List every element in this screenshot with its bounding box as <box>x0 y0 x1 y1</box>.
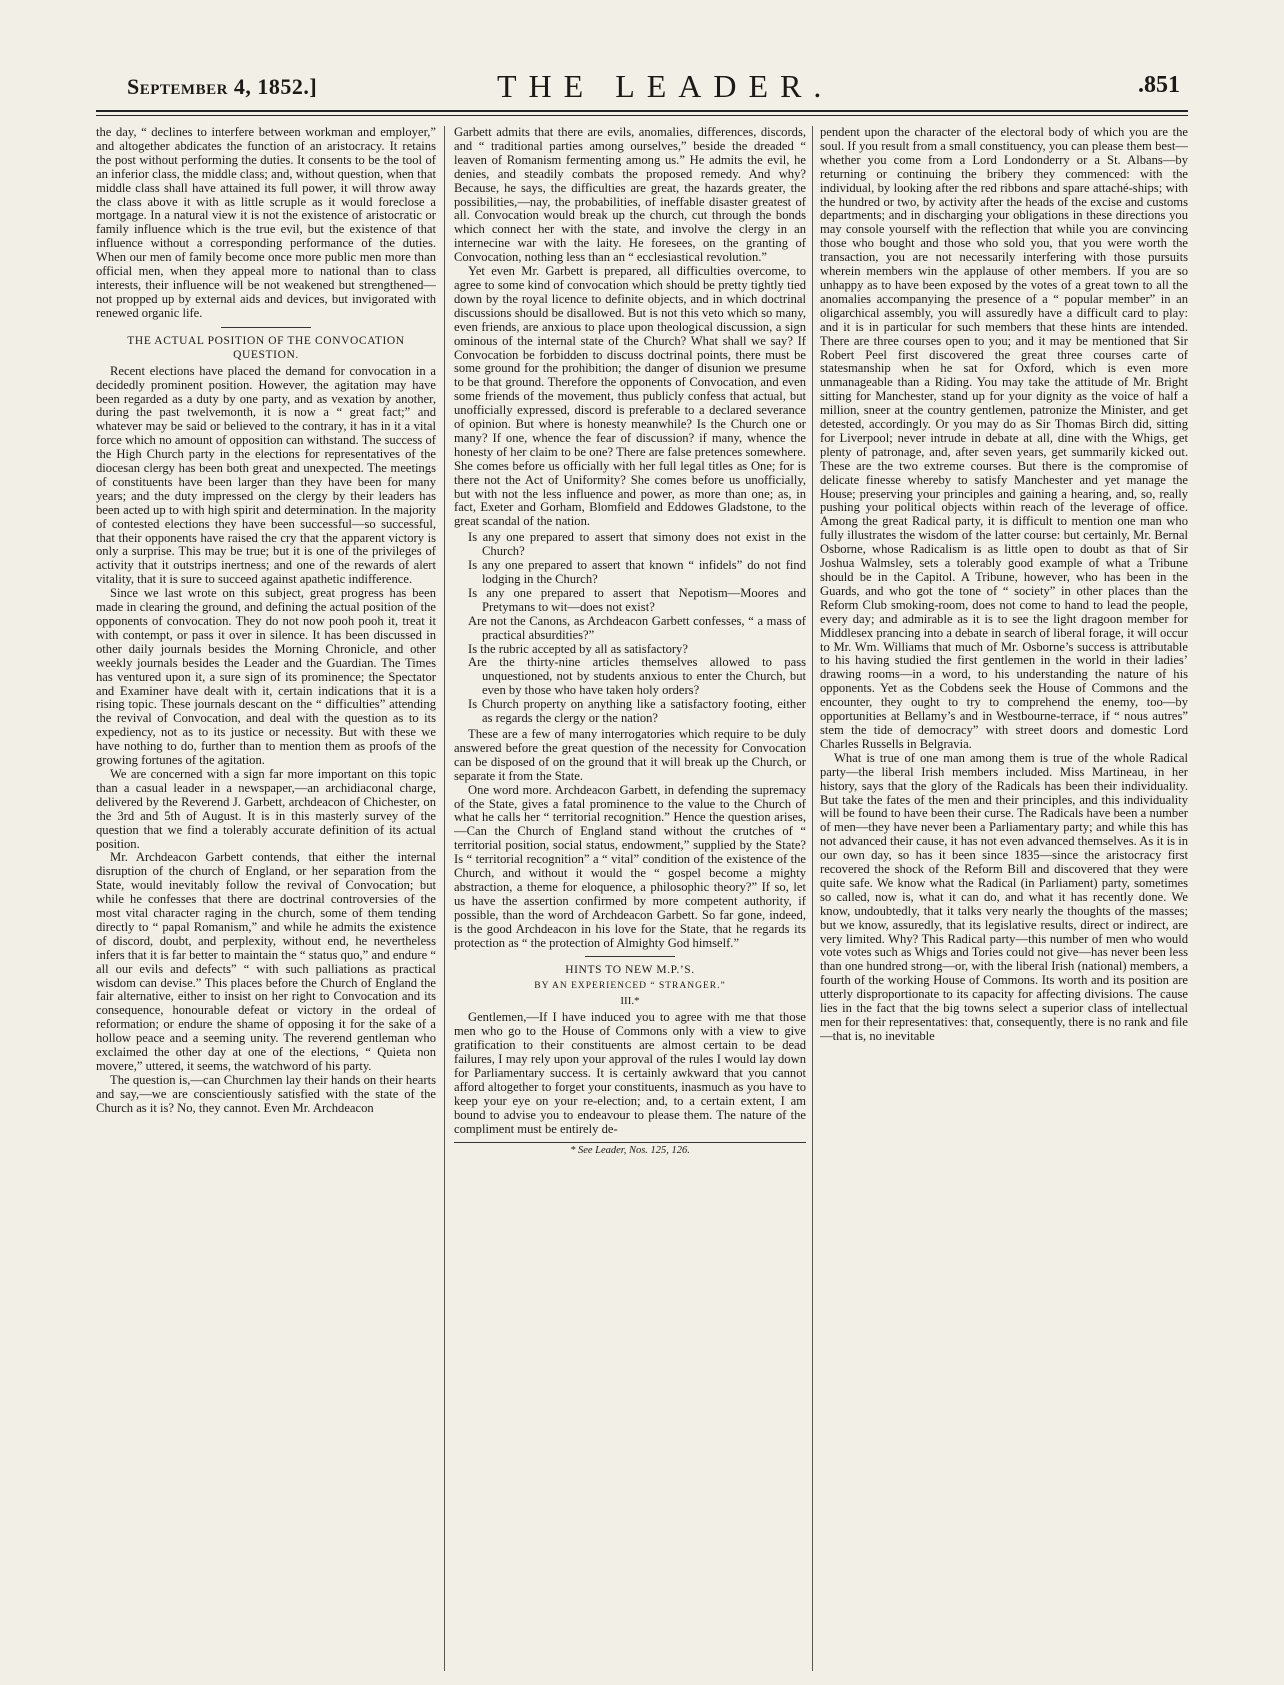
section-divider <box>585 956 675 957</box>
paragraph: Recent elections have placed the demand for convocation in a decidedly prominent position. However, the agitation may have been regarded as a duty by one party, and as vexation by another, during the past twelvemonth, it is now a “ great fact;” and whatever may be said or believed to the contrary, it has in it a vital force which no amount of opposition can withstand. The success of the High Church party in the elections for representatives of the diocesan clergy has been both great and unexpected. The meetings of constituents have been larger than they have been for many years; and the duty impressed on the clergy by their leaders has been acted up to with high spirit and determination. In the majority of contested elections they have been successful—so successful, that their opponents have raised the cry that the apparent victory is only a surprise. This may be true; but it is one of the privileges of activity that it outstrips inertness; and one of the rewards of alert vitality, that it is sure to succeed against apathetic indifference. <box>96 363 436 587</box>
section-divider <box>221 327 311 328</box>
column-divider <box>812 126 813 1671</box>
page-number: .851 <box>1138 72 1180 98</box>
paragraph: The question is,—can Churchmen lay their hands on their hearts and say,—we are conscientiously satisfied with the state of the Church as it is? No, they cannot. Even Mr. Archdeacon <box>96 1072 436 1115</box>
paragraph: One word more. Archdeacon Garbett, in defending the supremacy of the State, gives a fatal prominence to the value to the Church of what he calls her “ territorial recognition.” Hence the question arises,—Can the Church of England stand without the crutches of “ territorial position, social status, endowment,” supplied by the State? Is “ territorial recognition” a “ vital” condition of the existence of the Church, and without it would the “ gospel become a mighty abstraction, a theme for eloquence, a philosophic theory?” If so, let us have the assertion confirmed by more competent authority, if possible, than the word of Archdeacon Garbett. So far gone, indeed, is the good Archdeacon in his love for the State, that he regards its protection as “ the protection of Almighty God himself.” <box>454 782 806 950</box>
paragraph: We are concerned with a sign far more important on this topic than a casual leader in a newspaper,—an archidiaconal charge, delivered by the Reverend J. Garbett, archdeacon of Chichester, on the 3rd and 5th of August. It is in this masterly survey of the question that we find a tolerably accurate definition of its actual position. <box>96 766 436 851</box>
header-rule-thin <box>96 115 1188 116</box>
paragraph: Gentlemen,—If I have induced you to agree with me that those men who go to the House of Commons only with a view to give gratification to their constituents are almost certain to be dead failures, I may rely upon your approval of the rules I would lay down for Parliamentary success. It is certainly awkward that you cannot afford altogether to forget your constituents, inasmuch as you have to keep your eye on your re-election; and, to a certain extent, I am bound to advise you to endeavour to please them. The nature of the compliment must be entirely de- <box>454 1010 806 1136</box>
paragraph: Yet even Mr. Garbett is prepared, all difficulties overcome, to agree to some kind of convocation which should be pretty tightly tied down by the royal licence to definite objects, and in which doctrinal discussions should be disallowed. But is not this veto which so many, even friends, are anxious to place upon theological discussion, a sign ominous of the internal state of the Church? What shall we say? If Convocation be forbidden to discuss doctrinal points, there must be some ground for the prohibition; the danger of disunion we presume to be that ground. Therefore the opponents of Convocation, and even some friends of the movement, thus publicly confess that actual, but unofficially expressed, discord is preferable to a declared severance of opinion. But where is honesty meanwhile? Is the Church one or many? If one, whence the fear of discussion? if many, whence the honesty of her claim to be one? There are false pretences somewhere. She comes before us officially with her full legal titles as One; for is there not the Act of Uniformity? She comes before us unofficially, but with not the less influence and power, as more than one; as, in fact, Exeter and Gorham, Blomfield and Eddowes Gladstone, to the great scandal of the nation. <box>454 264 806 529</box>
list-item: Is any one prepared to assert that Nepotism—Moores and Pretymans to wit—does not exist? <box>468 585 806 614</box>
issue-date: September 4, 1852.] <box>127 74 318 99</box>
header-rule <box>96 110 1188 112</box>
question-list <box>454 531 806 726</box>
list-item: Are the thirty-nine articles themselves allowed to pass unquestioned, not by students anxious to enter the Church, but even by those who have taken holy orders? <box>468 655 806 698</box>
paragraph: pendent upon the character of the electoral body of which you are the soul. If you result from a small constituency, you can please them best—whether you come from a Lord Londonderry or a St. Albans—by returning or continuing the bribery they commenced: with the individual, by looking after the red ribbons and spare attaché-ships; with the hundred or two, by activity after the heads of the excise and customs departments; and in discharging your obligations in these directions you may console yourself with the reflection that while you are convincing those who bought and those who sold you, that you were worth the transaction, you are not necessarily interfering with those pursuits wherein members win the applause of other members. If you are so unhappy as to have been exposed by the votes of a great town to all the anomalies accompanying the presence of a “ popular member” in an oligarchical assembly, you will assuredly have a difficult card to play: and it is in particular for such members that these hints are intended. There are three courses open to you; and it may be mentioned that Sir Robert Peel first discovered the great three courses carte of statesmanship when he sat for Oxford, which is even more unmanageable than a Riding. You may take the attitude of Mr. Bright sitting for Manchester, stand up for your dignity as the voice of half a million, sneer at the country gentlemen, patronize the Minister, and get detested, accordingly. Or you may do as Sir Thomas Birch did, sitting for Liverpool; never intrude in debate at all, dine with the Whigs, get plenty of patronage, and, after seven years, get summarily kicked out. These are the two extreme courses. But there is the compromise of delicate finesse whereby to satisfy Manchester and yet manage the House; preserving your principles and gaining a hearing, and, so, really pushing your political objects within reach of the leverage of office. Among the great Radical party, it is difficult to mention one man who fully illustrates the wisdom of the latter course: but certainly, Mr. Bernal Osborne, whose Radicalism is as little open to doubt as that of Sir Joshua Walmsley, sets a tolerably good example of what a Tribune should be in the Capitol. A Tribune, however, who has been in the Guards, and who got the tone of “ society” in other places than the Reform Club smoking-room, does not come to hand to lead the people, every day; and admirable as it is to see the light dragoon member for Middlesex prancing into a debate in search of liberal forage, it will occur to Mr. Wm. Williams that much of Mr. Osborne’s success is attributable to his having studied the first gentlemen in the world in their ladies’ drawing rooms—in a word, to his understanding the nature of his opponents. Yet as the Cobdens seek the House of Commons and the encounter, they ought to try to comprehend the enemy, too—by opportunities at Bellamy’s and in Westbourne-terrace, if “ nous autres” stem the tide of democracy” with street doors and domestic Lord Charles Russells in Belgravia. <box>820 126 1188 751</box>
list-item: Is Church property on anything like a satisfactory footing, either as regards the clergy or the nation? <box>468 697 806 726</box>
paragraph: Mr. Archdeacon Garbett contends, that either the internal disruption of the church of England, or her separation from the State, would inevitably follow the revival of Convocation; but while he confesses that there are doctrinal controversies of the most vital character raging in the church, some of them tending directly to “ papal Romanism,” and while he admits the existence of discord, doubt, and perplexity, without end, he nevertheless infers that it is far better to maintain the “ status quo,” and endure “ all our evils and defects” “ with such palliations as practical wisdom can devise.” This places before the Church of England the fair alternative, either to insist on her right to Convocation and its consequence, honourable defeat or victory in the ordeal of reformation; or endure the shame of opposing it for the sake of a hollow peace and a seeming unity. The reverend gentleman who exclaimed the other day at one of the elections, “ Quieta non movere,” uttered, it seems, the watchword of his party. <box>96 850 436 1073</box>
column-2 <box>454 126 806 1674</box>
paragraph: These are a few of many interrogatories which require to be duly answered before the great question of the necessity for Convocation can be disposed of on the ground that it will break up the Church, or separate it from the State. <box>454 726 806 783</box>
paragraph: What is true of one man among them is true of the whole Radical party—the liberal Irish members included. Miss Martineau, in her history, says that the glory of the Radicals has been their individuality. But take the fates of the men and their principles, and this individuality will be found to have been their curse. The Radicals have been a number of men—they have never been a Parliamentary party; and while this has not advanced their cause, it has not even advanced themselves. As it is in our own day, so has it been since 1835—since the aristocracy first recovered the shock of the Reform Bill and discovered that they were quite safe. We know what the Radical (in Parliament) party, sometimes so called, now is, what it can do, and what it has recently done. We know, undoubtedly, that it talks very nearly the thoughts of the masses; but we know, assuredly, that its legislative results, direct or indirect, are very limited. Why? This Radical party—this number of men who would vote votes such as Whigs and Tories could not give—has never been less than one hundred strong—or, with the liberal Irish (national) members, a fourth of the working House of Commons. Its worth and its position are utterly disproportionate to its capacity for affecting divisions. The cause lies in the fact that the big towns select a superior class of intellectual men for their representatives: that, consequently, there is no rank and file—that is, no inevitable <box>820 750 1188 1043</box>
paragraph: the day, “ declines to interfere between workman and employer,” and altogether abdicates the function of an aristocracy. It retains the post without performing the duties. It consents to be the tool of an inferior class, the middle class; and, without question, when that middle class shall have attained its full power, it will throw away the class above it with as little scruple as it would foreclose a mortgage. In a natural view it is not the existence of aristocratic or family influence which is the true evil, but the existence of that influence without a corresponding performance of the duties. When our men of family become once more public men more than official men, when they appeal more to national than to class interests, their influence will be not weakened but strengthened—not propped up by external aids and devices, but invigorated with renewed organic life. <box>96 126 436 320</box>
list-item: Is any one prepared to assert that simony does not exist in the Church? <box>468 530 806 559</box>
article-heading: THE ACTUAL POSITION OF THE CONVOCATION QUESTION. <box>127 334 405 361</box>
paragraph: Since we last wrote on this subject, great progress has been made in clearing the ground, and defining the actual position of the opponents of convocation. They do not now pooh pooh it, treat it with contempt, or pass it over in silence. It has been discussed in other daily journals besides the Morning Chronicle, and other weekly journals besides the Leader and the Guardian. The Times has ventured upon it, a sure sign of its prominence; the Spectator and Examiner have dealt with it, certain indications that it is a rising topic. These journals descant on the “ difficulties” attending the revival of Convocation, and deal with the question as to its expediency, not as to its justice or necessity. But with these we have nothing to do, further than to mention them as proofs of the growing fortunes of the agitation. <box>96 586 436 768</box>
paragraph: Garbett admits that there are evils, anomalies, differences, discords, and “ traditional parties among ourselves,” beside the dreaded “ leaven of Romanism fermenting among us.” He admits the evil, he denies, and steadily combats the proposed remedy. And why? Because, he says, the difficulties are great, the hazards greater, the possibilities,—nay, the probabilities, of ineffable disaster greatest of all. Convocation would break up the church, cut through the bonds which connect her with the state, and involve the clergy in an internecine war with the laity. He foresees, on the granting of Convocation, nothing less than an “ ecclesiastical revolution.” <box>454 126 806 265</box>
list-item: Is the rubric accepted by all as satisfactory? <box>468 641 688 656</box>
footnote: * See Leader, Nos. 125, 126. <box>454 1142 806 1158</box>
list-item: Is any one prepared to assert that known “ infidels” do not find lodging in the Church? <box>468 558 806 586</box>
column-1 <box>96 126 436 1674</box>
list-item: Are not the Canons, as Archdeacon Garbett confesses, “ a mass of practical absurdities?” <box>468 613 806 642</box>
article-heading: HINTS TO NEW M.P.’S. <box>565 964 695 977</box>
masthead-title: THE LEADER. <box>497 68 834 104</box>
byline: BY AN EXPERIENCED “ STRANGER.” <box>534 981 726 992</box>
column-divider <box>444 126 445 1671</box>
part-number: III.* <box>620 995 640 1008</box>
column-3 <box>820 126 1188 1674</box>
